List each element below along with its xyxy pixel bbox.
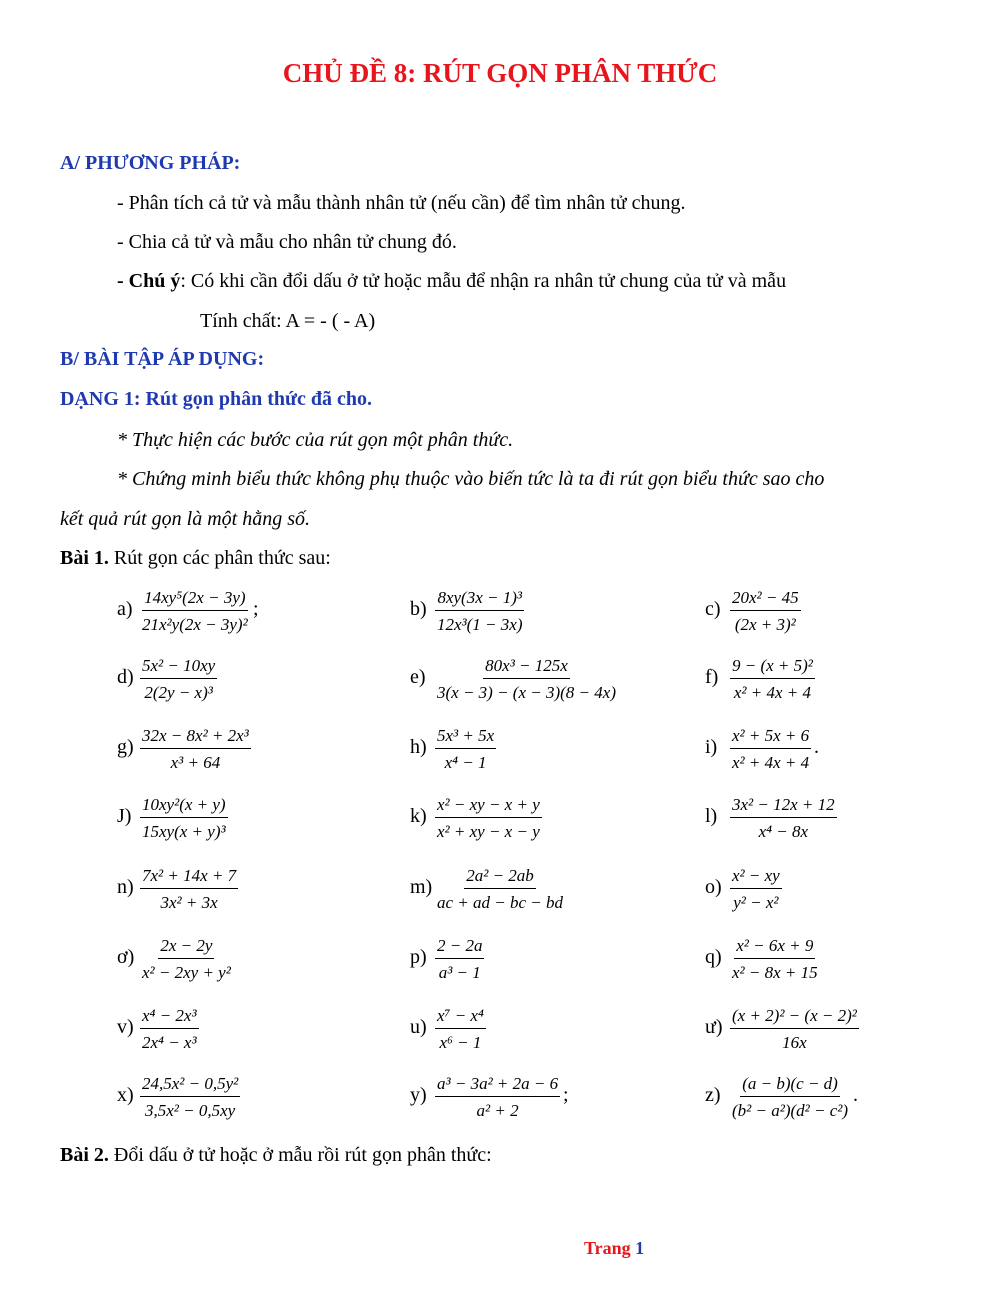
fraction-numerator: x² − xy [730,866,782,889]
fraction-punctuation: ; [563,1084,569,1106]
fraction [435,1006,486,1052]
exercise-label: u) [410,1016,427,1038]
page-title: CHỦ ĐỀ 8: RÚT GỌN PHÂN THỨC [282,58,718,88]
fraction [730,588,801,634]
fraction-numerator: 5x³ + 5x [435,726,496,749]
method-line-1: - Phân tích cả tử và mẫu thành nhân tử (nếu cần) để tìm nhân tử chung. [117,192,686,214]
fraction-numerator: x² − 6x + 9 [734,936,815,959]
fraction [140,866,238,912]
form-1-heading: DẠNG 1: Rút gọn phân thức đã cho. [60,388,373,410]
fraction [730,1006,859,1052]
fraction [435,795,542,841]
exercise-1-text: Rút gọn các phân thức sau: [108,547,331,569]
fraction-denominator: 2(2y − x)³ [144,683,213,702]
fraction-denominator: (2x + 3)² [734,615,796,634]
exercise-2-heading [60,1142,492,1168]
exercise-label: h) [410,736,427,758]
fraction [730,726,811,772]
fraction-denominator: x⁴ − 1 [444,753,487,772]
exercise-label: ơ) [117,946,135,968]
exercise-label: J) [117,805,132,827]
fraction-numerator: 10xy²(x + y) [140,795,228,818]
fraction-numerator: x² − xy − x + y [435,795,542,818]
fraction-numerator: 20x² − 45 [730,588,801,611]
fraction [140,1074,240,1120]
fraction-numerator: 7x² + 14x + 7 [140,866,238,889]
fraction-denominator: y² − x² [733,893,779,912]
fraction-numerator: a³ − 3a² + 2a − 6 [435,1074,560,1097]
fraction-punctuation: ; [253,598,259,620]
fraction-numerator: 14xy⁵(2x − 3y) [142,588,247,611]
fraction-denominator: 3,5x² − 0,5xy [145,1101,236,1120]
exercise-label: d) [117,666,134,688]
fraction [435,866,565,912]
exercise-2-label: Bài 2. [60,1144,109,1166]
fraction [140,795,228,841]
exercise-label: o) [705,876,722,898]
exercise-label: b) [410,598,427,620]
exercise-label: y) [410,1084,427,1106]
fraction-denominator: x² + 4x + 4 [733,683,812,702]
fraction-punctuation: . [853,1084,858,1106]
section-b-heading: B/ BÀI TẬP ÁP DỤNG: [60,348,265,370]
fraction [140,1006,199,1052]
exercise-label: p) [410,946,427,968]
fraction [435,1074,560,1120]
fraction [435,656,618,702]
fraction-denominator: a² + 2 [476,1101,519,1120]
exercise-1-heading [60,545,331,571]
fraction-numerator: x² + 5x + 6 [730,726,811,749]
fraction-numerator: 9 − (x + 5)² [730,656,815,679]
fraction [140,726,251,772]
note-label: - Chú ý [117,270,181,292]
exercise-label: v) [117,1016,134,1038]
fraction-denominator: x² − 2xy + y² [142,963,231,982]
exercise-label: k) [410,805,427,827]
fraction-denominator: (b² − a²)(d² − c²) [732,1101,849,1120]
exercise-label: e) [410,666,426,688]
exercise-label: n) [117,876,134,898]
exercise-label: i) [705,736,718,758]
fraction-denominator: x³ + 64 [170,753,221,772]
exercise-label: x) [117,1084,134,1106]
fraction-denominator: x² + xy − x − y [437,822,540,841]
fraction [140,656,217,702]
fraction-punctuation: . [814,736,819,758]
page-footer [584,1238,644,1259]
fraction [730,656,815,702]
fraction [730,866,782,912]
fraction [435,936,484,982]
fraction-numerator: x⁷ − x⁴ [435,1006,486,1029]
exercise-label: z) [705,1084,721,1106]
instruction-2b: kết quả rút gọn là một hằng số. [60,508,310,530]
fraction-denominator: 16x [782,1033,807,1052]
fraction-denominator: ac + ad − bc − bd [437,893,564,912]
fraction-numerator: 8xy(3x − 1)³ [435,588,524,611]
fraction-denominator: 3x² + 3x [160,893,218,912]
exercise-1-label: Bài 1. [60,547,109,569]
fraction [140,588,250,634]
exercise-label: l) [705,805,718,827]
page-number: 1 [635,1238,645,1258]
fraction-denominator: 21x²y(2x − 3y)² [142,615,248,634]
exercise-label: ư) [705,1016,723,1038]
exercise-label: g) [117,736,134,758]
instruction-2a: * Chứng minh biểu thức không phụ thuộc vào biến tức là ta đi rút gọn biểu thức sao cho [117,468,825,490]
fraction-denominator: x² − 8x + 15 [732,963,818,982]
exercise-label: m) [410,876,433,898]
exercise-label: f) [705,666,719,688]
fraction-numerator: 80x³ − 125x [483,656,570,679]
property-line: Tính chất: A = - ( - A) [200,310,376,332]
fraction [140,936,233,982]
fraction-numerator: 2 − 2a [435,936,484,959]
fraction [435,588,524,634]
fraction-numerator: 3x² − 12x + 12 [730,795,837,818]
fraction-denominator: 3(x − 3) − (x − 3)(8 − 4x) [437,683,616,702]
fraction [435,726,496,772]
section-a-heading: A/ PHƯƠNG PHÁP: [60,152,241,174]
fraction-denominator: x² + 4x + 4 [732,753,810,772]
fraction [730,795,837,841]
exercise-label: c) [705,598,721,620]
exercise-label: a) [117,598,133,620]
fraction-numerator: (a − b)(c − d) [740,1074,840,1097]
fraction [730,1074,850,1120]
fraction-numerator: x⁴ − 2x³ [140,1006,199,1029]
method-note [117,268,786,294]
fraction-numerator: 24,5x² − 0,5y² [140,1074,240,1097]
fraction-denominator: x⁶ − 1 [439,1033,482,1052]
fraction [730,936,820,982]
fraction-denominator: a³ − 1 [438,963,481,982]
exercise-2-text: Đổi dấu ở tử hoặc ở mẫu rồi rút gọn phân thức: [108,1144,492,1166]
footer-word: Trang [584,1238,631,1258]
fraction-denominator: 12x³(1 − 3x) [437,615,523,634]
fraction-denominator: 2x⁴ − x³ [142,1033,197,1052]
note-text: : Có khi cần đổi dấu ở tử hoặc mẫu để nhận ra nhân tử chung của tử và mẫu [180,270,787,292]
instruction-1: * Thực hiện các bước của rút gọn một phân thức. [117,429,514,451]
fraction-numerator: (x + 2)² − (x − 2)² [730,1006,859,1029]
method-line-2: - Chia cả tử và mẫu cho nhân tử chung đó. [117,231,457,253]
fraction-numerator: 5x² − 10xy [140,656,217,679]
fraction-numerator: 2a² − 2ab [464,866,536,889]
fraction-numerator: 2x − 2y [158,936,214,959]
fraction-denominator: 15xy(x + y)³ [142,822,226,841]
fraction-denominator: x⁴ − 8x [758,822,809,841]
exercise-label: q) [705,946,722,968]
fraction-numerator: 32x − 8x² + 2x³ [140,726,251,749]
